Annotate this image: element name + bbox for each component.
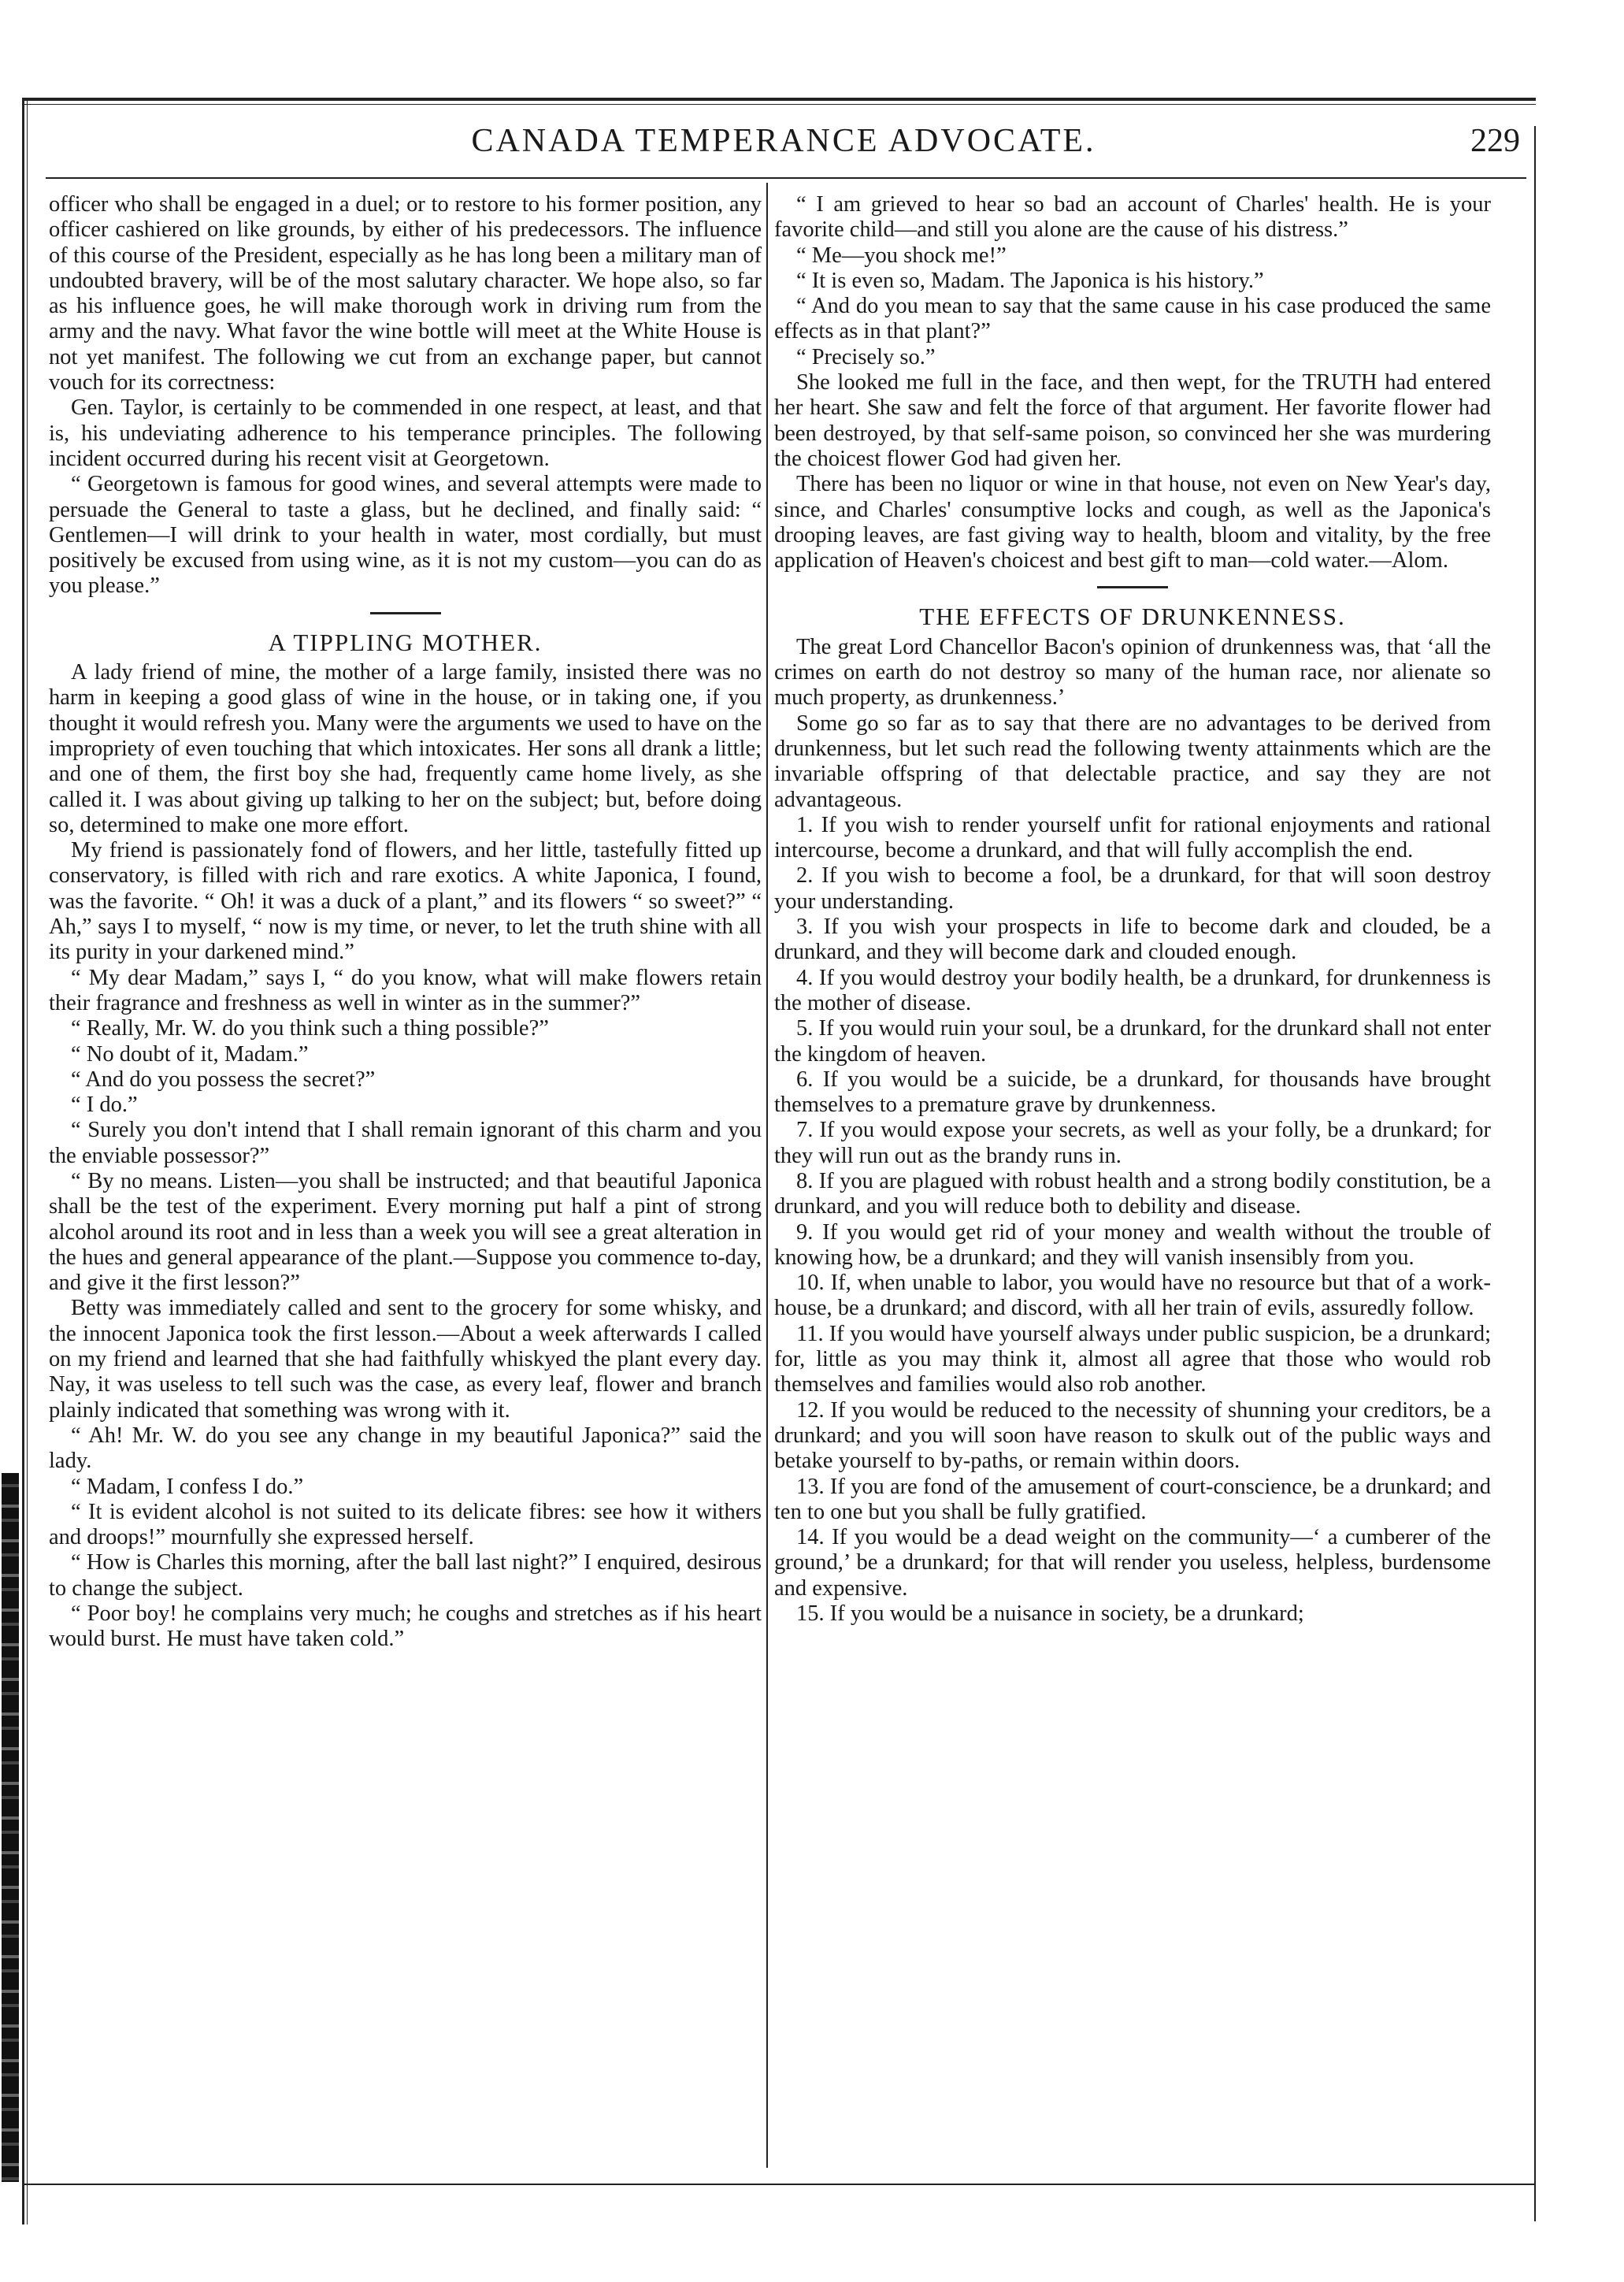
publication-title: CANADA TEMPERANCE ADVOCATE.: [471, 123, 1096, 159]
numbered-item: 7. If you would expose your secrets, as well as your folly, be a drunkard; for they will run out as the brandy runs in.: [774, 1118, 1491, 1168]
left-border: [22, 98, 24, 2224]
article-paragraph: “ By no means. Listen—you shall be instructed; and that beautiful Japonica shall be the test of the experiment. Every morning put half a pint of strong alcohol around its root and in less than a week you will see a great alteration in the hues and general appearance of the plant.—Suppose you commence to-day, and give it the first lesson?”: [49, 1168, 762, 1296]
top-rule: [24, 98, 1536, 101]
section-separator: [1097, 586, 1168, 588]
article-paragraph: “ No doubt of it, Madam.”: [71, 1041, 309, 1067]
article-paragraph: “ How is Charles this morning, after the ball last night?” I enquired, desirous to change the subject.: [49, 1550, 762, 1601]
numbered-item: 1. If you wish to render yourself unfit for rational enjoyments and rational intercourse, become a drunkard, and that will fully accomplish the end.: [774, 812, 1491, 863]
article-paragraph: “ It is evident alcohol is not suited to its delicate fibres: see how it withers and droops!” mournfully she expressed herself.: [49, 1499, 762, 1550]
column-divider: [766, 183, 768, 2168]
numbered-item: 4. If you would destroy your bodily health, be a drunkard, for drunkenness is the mother of disease.: [774, 965, 1491, 1015]
continued-paragraph: “ I am grieved to hear so bad an account of Charles' health. He is your favorite child—and still you alone are the cause of his distress.”: [774, 192, 1491, 243]
continued-paragraph: “ Precisely so.”: [796, 344, 936, 369]
numbered-item: 14. If you would be a dead weight on the community—‘ a cumberer of the ground,’ be a drunkard; for that will render you useless, helpless, burdensome and expensive.: [774, 1525, 1491, 1601]
numbered-item: 13. If you are fond of the amusement of court-conscience, be a drunkard; and ten to one but you shall be fully gratified.: [774, 1474, 1491, 1524]
page-header: [47, 122, 1520, 169]
right-column: [774, 192, 1491, 1627]
article-paragraph: “ And do you possess the secret?”: [71, 1067, 376, 1092]
section-separator: [370, 612, 441, 614]
numbered-item: 9. If you would get rid of your money and wealth without the trouble of knowing how, be a drunkard; and they will vanish insensibly from you.: [774, 1219, 1491, 1270]
numbered-item: 12. If you would be reduced to the necessity of shunning your creditors, be a drunkard; and you will soon have reason to skulk out of the public ways and betake yourself to by-paths, or remain within doors.: [774, 1397, 1491, 1474]
intro-paragraph: Gen. Taylor, is certainly to be commended in one respect, at least, and that is, his undeviating adherence to his temperance principles. The following incident occurred during his recent visit at Georgetown.: [49, 395, 762, 471]
article-title-effects-of-drunkenness: THE EFFECTS OF DRUNKENNESS.: [919, 603, 1346, 631]
numbered-item: 15. If you would be a nuisance in society, be a drunkard;: [796, 1601, 1304, 1627]
numbered-item: 8. If you are plagued with robust health and a strong bodily constitution, be a drunkard, and you will reduce both to debility and disease.: [774, 1168, 1491, 1219]
intro-paragraph: “ Georgetown is famous for good wines, and several attempts were made to persuade the General to taste a glass, but he declined, and finally said: “ Gentlemen—I will drink to your health in water, most cordially, but must positively be excused from using wine, as it is not my custom—you can do as you please.”: [49, 472, 762, 599]
continued-paragraph: “ Me—you shock me!”: [796, 243, 1007, 268]
continued-paragraph: “ And do you mean to say that the same cause in his case produced the same effects as in that plant?”: [774, 294, 1491, 344]
bottom-rule: [24, 2184, 1536, 2185]
right-border: [1534, 126, 1536, 2221]
article-paragraph: “ Poor boy! he complains very much; he coughs and stretches as if his heart would burst. He must have taken cold.”: [49, 1601, 762, 1652]
numbered-item: 10. If, when unable to labor, you would have no resource but that of a work-house, be a drunkard; and discord, with all her train of evils, assuredly follow.: [774, 1271, 1491, 1321]
numbered-item: 3. If you wish your prospects in life to become dark and clouded, be a drunkard, and they will become dark and clouded enough.: [774, 915, 1491, 965]
article-paragraph: “ Ah! Mr. W. do you see any change in my beautiful Japonica?” said the lady.: [49, 1423, 762, 1474]
numbered-item: 5. If you would ruin your soul, be a drunkard, for the drunkard shall not enter the kingdom of heaven.: [774, 1016, 1491, 1067]
article-paragraph: A lady friend of mine, the mother of a large family, insisted there was no harm in keeping a good glass of wine in the house, or in taking one, if you thought it would refresh you. Many were the arguments we used to have on the impropriety of even touching that which intoxicates. Her sons all drank a little; and one of them, the first boy she had, frequently came home lively, as she called it. I was about giving up talking to her on the subject; but, before doing so, determined to make one more effort.: [49, 660, 762, 837]
left-border-thin: [27, 98, 28, 2224]
continued-paragraph: She looked me full in the face, and then wept, for the TRUTH had entered her heart. She saw and felt the force of that argument. Her favorite flower had been destroyed, by that self-same poison, so convinced her she was murdering the choicest flower God had given her.: [774, 370, 1491, 471]
left-column: [49, 192, 762, 1653]
article-paragraph: “ Surely you don't intend that I shall remain ignorant of this charm and you the enviable possessor?”: [49, 1118, 762, 1168]
continued-paragraph: There has been no liquor or wine in that house, not even on New Year's day, since, and Charles' consumptive locks and cough, as well as the Japonica's drooping leaves, are fast giving way to health, bloom and vitality, by the free application of Heaven's choicest and best gift to man—cold water.—Alom.: [774, 472, 1491, 573]
article-title-tippling-mother: A TIPPLING MOTHER.: [268, 628, 543, 656]
scan-edge-shadow: [2, 1473, 19, 2182]
header-rule: [46, 177, 1526, 179]
article-paragraph: The great Lord Chancellor Bacon's opinion of drunkenness was, that ‘all the crimes on earth do not destroy so many of the human race, nor alienate so much property, as drunkenness.’: [774, 634, 1491, 711]
numbered-item: 2. If you wish to become a fool, be a drunkard, for that will soon destroy your understanding.: [774, 863, 1491, 914]
article-paragraph: Betty was immediately called and sent to the grocery for some whisky, and the innocent Japonica took the first lesson.—About a week afterwards I called on my friend and learned that she had faithfully whiskyed the plant every day. Nay, it was useless to tell such was the case, as every leaf, flower and branch plainly indicated that something was wrong with it.: [49, 1296, 762, 1423]
article-paragraph: “ Really, Mr. W. do you think such a thing possible?”: [71, 1016, 549, 1041]
article-paragraph: “ My dear Madam,” says I, “ do you know, what will make flowers retain their fragrance and freshness as well in winter as in the summer?”: [49, 965, 762, 1015]
article-paragraph: “ Madam, I confess I do.”: [71, 1474, 304, 1499]
continued-paragraph: “ It is even so, Madam. The Japonica is his history.”: [796, 268, 1264, 293]
top-rule-thin: [24, 104, 1536, 105]
article-paragraph: My friend is passionately fond of flowers, and her little, tastefully fitted up conservatory, is filled with rich and rare exotics. A white Japonica, I found, was the favorite. “ Oh! it was a duck of a plant,” and its flowers “ so sweet?” “ Ah,” says I to myself, “ now is my time, or never, to let the truth shine with all its purity in your darkened mind.”: [49, 838, 762, 965]
numbered-item: 6. If you would be a suicide, be a drunkard, for thousands have brought themselves to a premature grave by drunkenness.: [774, 1067, 1491, 1118]
intro-paragraph: officer who shall be engaged in a duel; or to restore to his former position, any officer cashiered on like grounds, by either of his predecessors. The influence of this course of the President, especially as he has long been a military man of undoubted bravery, will be of the most salutary character. We hope also, so far as his influence goes, he will make thorough work in driving rum from the army and the navy. What favor the wine bottle will meet at the White House is not yet manifest. The following we cut from an exchange paper, but cannot vouch for its correctness:: [49, 192, 762, 395]
article-paragraph: “ I do.”: [71, 1093, 138, 1118]
article-paragraph: Some go so far as to say that there are no advantages to be derived from drunkenness, but let such read the following twenty attainments which are the invariable offspring of that delectable practice, and say they are not advantageous.: [774, 711, 1491, 812]
numbered-item: 11. If you would have yourself always under public suspicion, be a drunkard; for, little as you may think it, almost all agree that those who would rob themselves and families would also rob another.: [774, 1321, 1491, 1397]
page-number: 229: [1470, 123, 1520, 159]
